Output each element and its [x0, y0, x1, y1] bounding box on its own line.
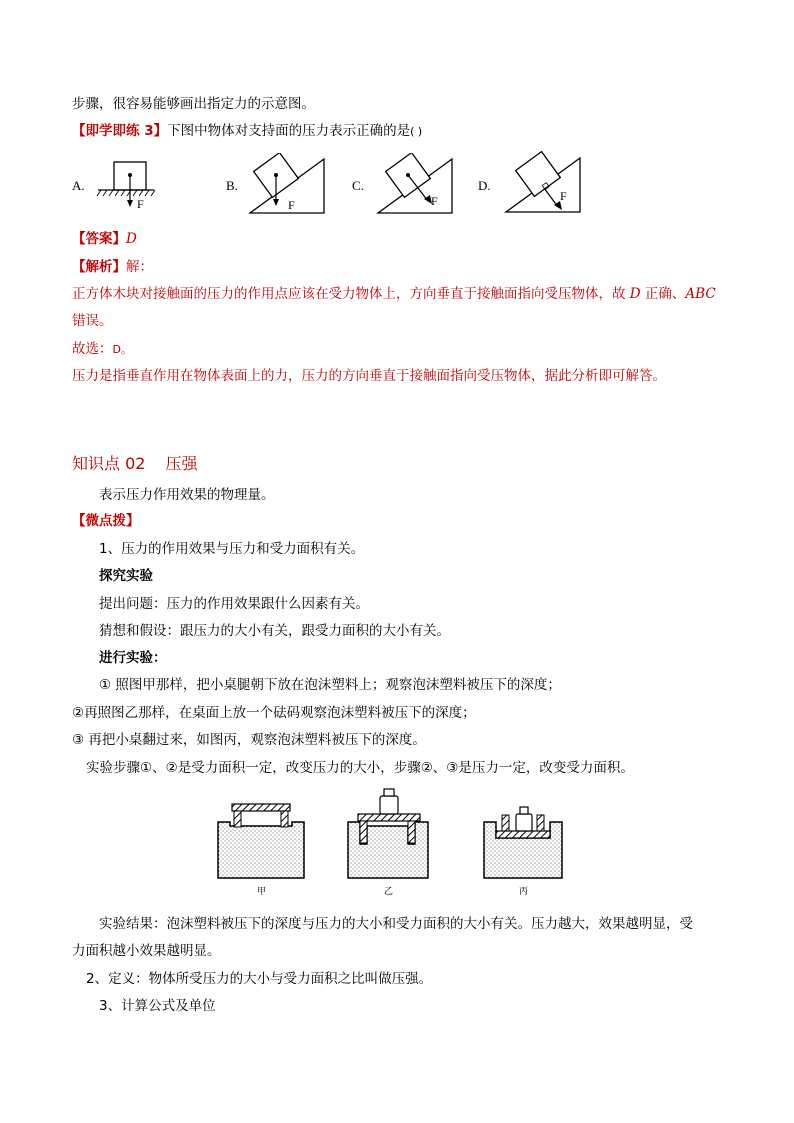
- result-line-2: 力面积越小效果越明显。: [72, 943, 221, 959]
- option-a-label: A.: [72, 178, 85, 193]
- option-c-figure: [376, 153, 456, 217]
- analysis-tag: 【解析】: [72, 259, 126, 275]
- force-d-label: F: [560, 189, 567, 203]
- analysis-option-abc: ABC: [685, 286, 716, 302]
- conduct-heading: 进行实验：: [99, 650, 167, 666]
- step-3: ③ 再把小桌翻过来，如图丙，观察泡沫塑料被压下的深度。: [72, 732, 426, 748]
- section-definition: 表示压力作用效果的物理量。: [99, 487, 275, 503]
- force-c-label: F: [431, 194, 438, 208]
- force-a-label: F: [137, 197, 144, 211]
- figure-yi: [348, 789, 428, 896]
- question-line: 提出问题：压力的作用效果跟什么因素有关。: [99, 596, 369, 612]
- practice-tag: 【即学即练 3】: [72, 123, 168, 139]
- figure-jia: [218, 804, 304, 896]
- option-b-label: B.: [226, 178, 238, 193]
- choose-label: 故选：: [72, 341, 113, 357]
- svg-text:甲: 甲: [257, 886, 267, 896]
- choose-line: [72, 340, 132, 359]
- figure-bing: [484, 807, 562, 896]
- explore-heading: 探究实验: [99, 568, 153, 584]
- step-1: ① 照图甲那样，把小桌腿朝下放在泡沫塑料上；观察泡沫塑料被压下的深度；: [99, 677, 561, 693]
- hypothesis-line: 猜想和假设：跟压力的大小有关，跟受力面积的大小有关。: [99, 623, 450, 639]
- option-d-figure: [504, 150, 584, 216]
- result-line-1: 实验结果：泡沫塑料被压下的深度与压力的大小和受力面积的大小有关。压力越大，效果越明显，受: [99, 916, 693, 932]
- svg-text:丙: 丙: [519, 886, 529, 896]
- experiment-figure: [210, 786, 580, 898]
- analysis-line-1: [72, 285, 716, 303]
- analysis-header: [72, 258, 153, 276]
- option-a-figure: [96, 160, 156, 214]
- tip-tag: 【微点拨】: [72, 513, 140, 529]
- practice-question: [72, 122, 422, 141]
- analysis-summary: 压力是指垂直作用在物体表面上的力，压力的方向垂直于接触面指向受压物体，据此分析即可解答。: [72, 368, 666, 384]
- analysis-line-2: 错误。: [72, 313, 113, 329]
- practice-question-text: 下图中物体对支持面的压力表示正确的是: [167, 123, 411, 139]
- analysis-text-1: 正方体木块对接触面的压力的作用点应该在受力物体上，方向垂直于接触面指向受压物体，故: [72, 286, 630, 302]
- section-heading: [72, 451, 197, 474]
- analysis-text-2: 正确、: [640, 286, 686, 302]
- force-b-label: F: [288, 198, 295, 212]
- option-d-label: D.: [478, 178, 491, 193]
- choose-value: D。: [112, 343, 132, 356]
- intro-line: 步骤，很容易能够画出指定力的示意图。: [72, 96, 315, 112]
- analysis-option-d: D: [629, 286, 641, 302]
- analysis-lead: 解：: [126, 259, 153, 275]
- steps-note: 实验步骤①、②是受力面积一定，改变压力的大小，步骤②、③是压力一定，改变受力面积。: [86, 760, 634, 776]
- item-2: 2、定义：物体所受压力的大小与受力面积之比叫做压强。: [86, 971, 433, 987]
- answer-line: [72, 230, 137, 248]
- item-1: 1、压力的作用效果与压力和受力面积有关。: [99, 541, 365, 557]
- option-b-figure: [248, 153, 328, 217]
- answer-value: D: [126, 231, 137, 247]
- answer-tag: 【答案】: [72, 231, 126, 247]
- svg-text:乙: 乙: [384, 886, 394, 896]
- option-c-label: C.: [352, 178, 364, 193]
- section-title: 压强: [165, 454, 198, 473]
- item-3: 3、计算公式及单位: [99, 998, 216, 1014]
- answer-paren: ( ): [410, 125, 423, 138]
- step-2: ②再照图乙那样，在桌面上放一个砝码观察泡沫塑料被压下的深度；: [72, 705, 476, 721]
- section-number: 知识点 02: [72, 454, 146, 473]
